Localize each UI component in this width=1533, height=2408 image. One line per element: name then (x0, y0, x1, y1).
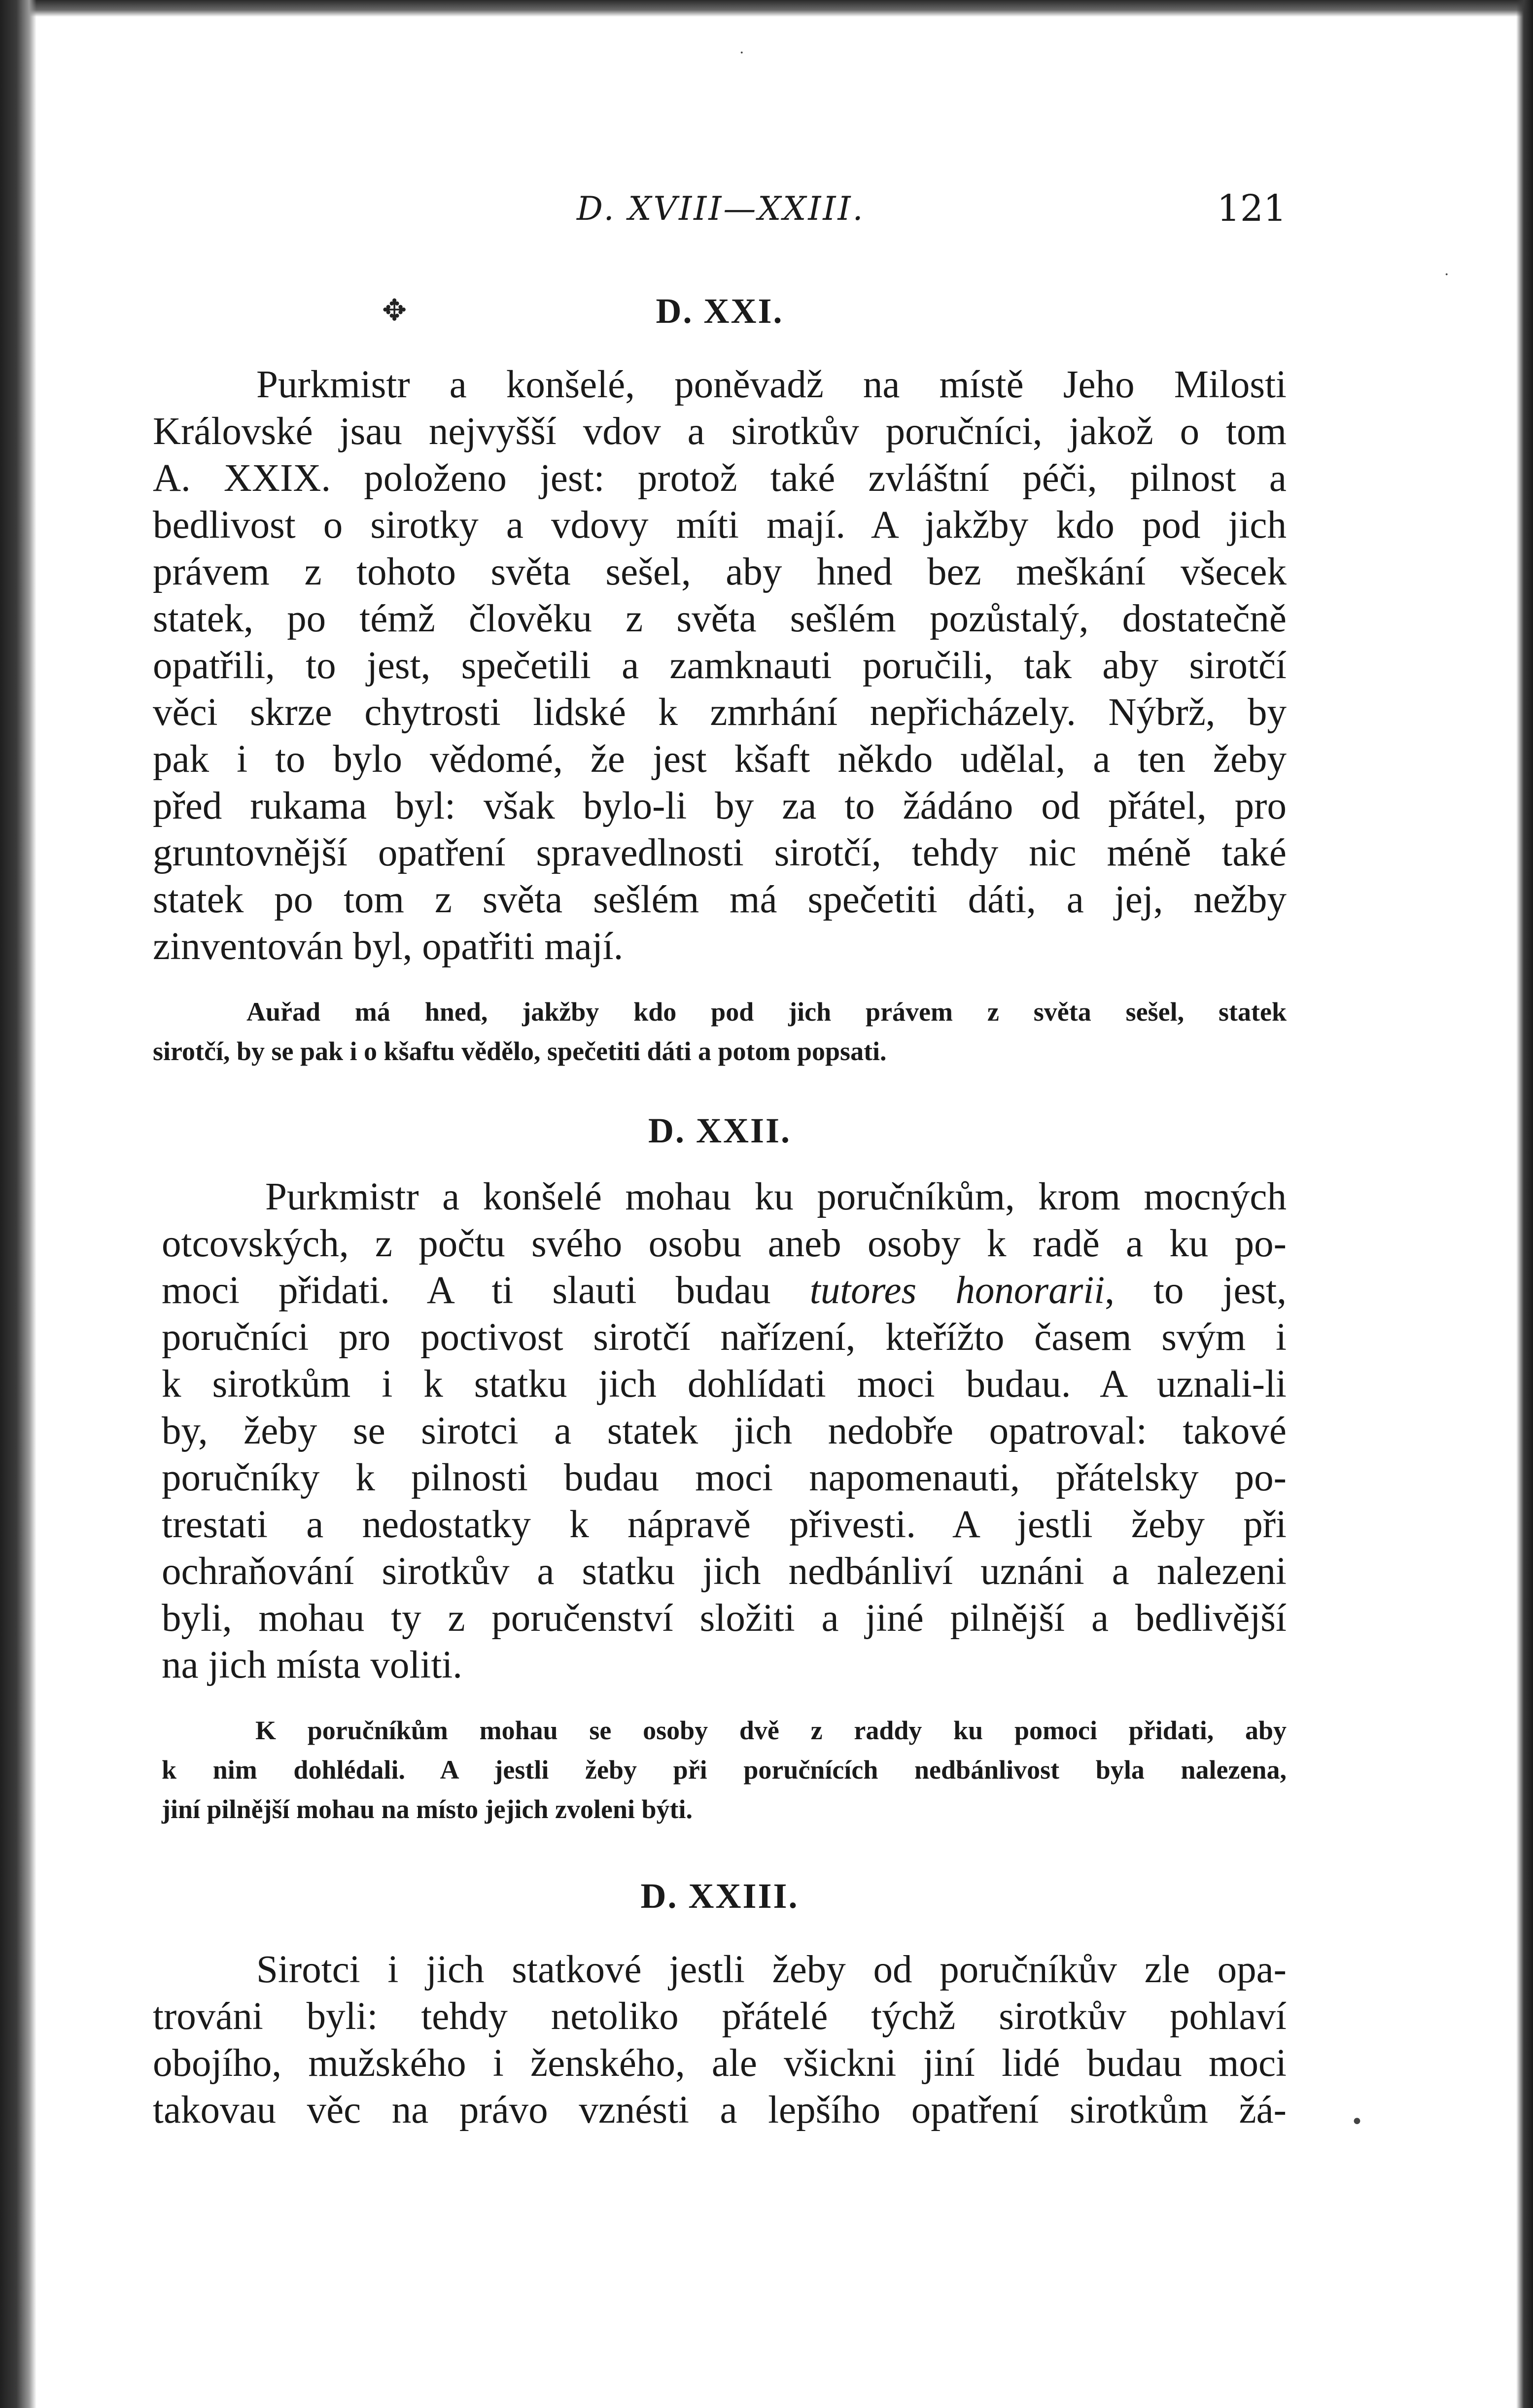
section-text-xxiii (153, 1946, 1287, 2133)
ornament-icon: ✥ (382, 293, 407, 328)
document-page (153, 177, 1287, 2133)
text-line-part: Purkmistr a konšelé mohau ku poručníkům, krom mocných (265, 1175, 1287, 1218)
text-line: statek po tom z světa sešlém má spečetiti dáti, a jej, nežby (153, 878, 1287, 921)
text-line: na jich místa voliti. (162, 1644, 462, 1686)
text-line: pak i to bylo vědomé, že jest kšaft někdo udělal, a ten žeby (153, 738, 1287, 781)
text-line: obojího, mužského i ženského, ale všickni jiní lidé budau moci (153, 2042, 1287, 2085)
text-line: poručníky k pilnosti budau moci napomenauti, přátelsky po- (162, 1456, 1287, 1499)
scan-edge-right (1516, 0, 1533, 2408)
text-line: byli, mohau ty z poručenství složiti a jiné pilnější a bedlivější (162, 1597, 1287, 1640)
text-line: Purkmistr a konšelé, poněvadž na místě Jeho Milosti (256, 363, 1287, 406)
speck: · (739, 44, 744, 62)
text-line: gruntovnější opatření spravedlnosti sirotčí, tehdy nic méně také (153, 831, 1287, 874)
text-line: poručníci pro poctivost sirotčí nařízení, kteřížto časem svým i (162, 1316, 1287, 1359)
summary-line: k nim dohlédali. A jestli žeby při poručnících nedbánlivost byla nalezena, (162, 1755, 1287, 1785)
text-line: moci přidati. A ti slauti budau tutores honorarii, to jest, (162, 1269, 1287, 1312)
speck: • (1351, 2109, 1363, 2134)
text-line: právem z tohoto světa sešel, aby hned bez meškání všecek (153, 550, 1287, 593)
text-line: A. XXIX. položeno jest: protož také zvláštní péči, pilnost a (153, 457, 1287, 500)
text-line: k sirotkům i k statku jich dohlídati moci budau. A uznali-li (162, 1363, 1287, 1406)
summary-line: K poručníkům mohau se osoby dvě z raddy ku pomoci přidati, aby (255, 1716, 1287, 1745)
text-line (162, 1173, 1287, 1220)
section-heading-xxiii: D. XXIII. (640, 1876, 799, 1916)
text-line: by, žeby se sirotci a statek jich nedobře opatroval: takové (162, 1410, 1287, 1452)
section-heading-xxii: D. XXII. (648, 1111, 792, 1150)
text-line: Sirotci i jich statkové jestli žeby od poručníkův zle opa- (256, 1948, 1287, 1991)
running-head: D. XVIII—XXIII. (577, 190, 865, 228)
section-summary-xxii (153, 1711, 1287, 1829)
text-line: zinventován byl, opatřiti mají. (153, 925, 624, 968)
speck: · (1444, 266, 1449, 283)
text-line: trováni byli: tehdy netoliko přátelé týchž sirotkův pohlaví (153, 1995, 1287, 2038)
text-line: věci skrze chytrosti lidské k zmrhání nepřicházely. Nýbrž, by (153, 691, 1287, 734)
text-line: ochraňování sirotkův a statku jich nedbánliví uznáni a nalezeni (162, 1550, 1287, 1593)
text-line: opatřili, to jest, spečetili a zamknauti poručili, tak aby sirotčí (153, 644, 1287, 687)
scan-edge-top (0, 0, 1533, 17)
latin-term: tutores honorarii (809, 1269, 1105, 1312)
summary-line: Auřad má hned, jakžby kdo pod jich právem z světa sešel, statek (246, 997, 1287, 1027)
text-line: statek, po témž člověku z světa sešlém pozůstalý, dostatečně (153, 597, 1287, 640)
summary-line: sirotčí, by se pak i o kšaftu vědělo, spečetiti dáti a potom popsati. (153, 1036, 887, 1066)
section-text-xxii (153, 1173, 1287, 1688)
text-line: otcovských, z počtu svého osobu aneb osoby k radě a ku po- (162, 1222, 1287, 1265)
text-line: takovau věc na právo vznésti a lepšího opatření sirotkům žá- (153, 2089, 1287, 2132)
section-heading-xxi: D. XXI. (656, 291, 784, 331)
text-line: Královské jsau nejvyšší vdov a sirotkův poručníci, jakož o tom (153, 410, 1287, 453)
text-line: před rukama byl: však bylo-li by za to žádáno od přátel, pro (153, 785, 1287, 827)
section-text-xxi (153, 361, 1287, 970)
text-line: bedlivost o sirotky a vdovy míti mají. A jakžby kdo pod jich (153, 504, 1287, 547)
page-header (153, 177, 1287, 232)
summary-line: jiní pilnější mohau na místo jejich zvoleni býti. (162, 1794, 693, 1824)
page-number: 121 (1217, 187, 1287, 230)
scan-edge-left (0, 0, 36, 2408)
section-summary-xxi (153, 992, 1287, 1071)
text-line: trestati a nedostatky k nápravě přivesti. A jestli žeby při (162, 1503, 1287, 1546)
